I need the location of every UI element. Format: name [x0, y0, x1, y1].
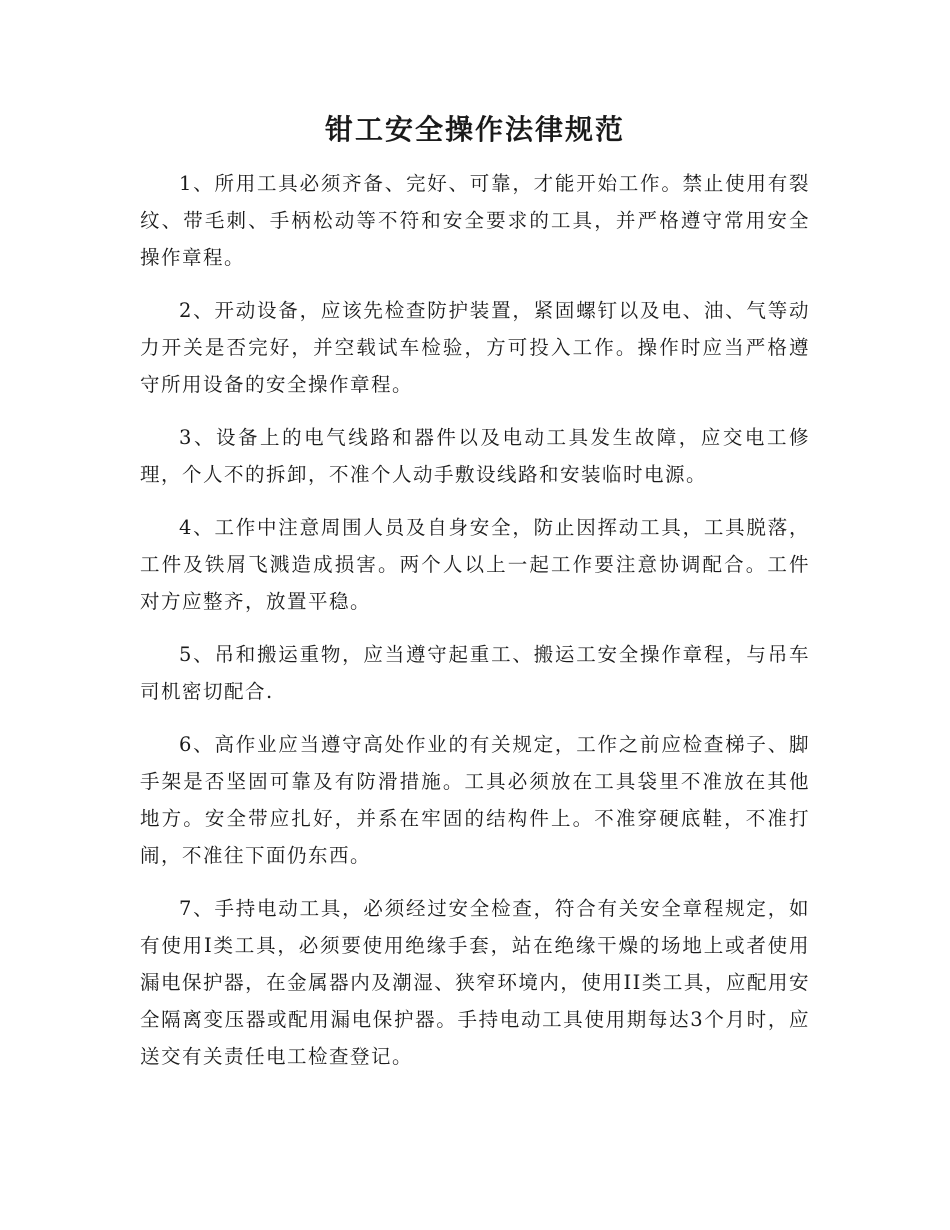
paragraph-3: 3、设备上的电气线路和器件以及电动工具发生故障，应交电工修理，个人不的拆卸，不准个人动手敷设线路和安装临时电源。 [140, 426, 810, 486]
paragraph-1: 1、所用工具必须齐备、完好、可靠，才能开始工作。禁止使用有裂纹、带毛刺、手柄松动等不符和安全要求的工具，并严格遵守常用安全操作章程。 [140, 172, 810, 269]
paragraph-2: 2、开动设备，应该先检查防护装置，紧固螺钉以及电、油、气等动力开关是否完好，并空载试车检验，方可投入工作。操作时应当严格遵守所用设备的安全操作章程。 [140, 299, 810, 396]
page-title: 钳工安全操作法律规范 [324, 113, 625, 146]
paragraph-4: 4、工作中注意周围人员及自身安全，防止因挥动工具，工具脱落，工件及铁屑飞溅造成损害。两个人以上一起工作要注意协调配合。工件对方应整齐，放置平稳。 [140, 516, 810, 613]
paragraph-7: 7、手持电动工具，必须经过安全检查，符合有关安全章程规定，如有使用I类工具，必须要使用绝缘手套，站在绝缘干燥的场地上或者使用漏电保护器，在金属器内及潮湿、狭窄环境内，使用II类工具，应配用安全隔离变压器或配用漏电保护器。手持电动工具使用期每达3个月时，应送交有关责任电工检查登记。 [140, 897, 810, 1068]
paragraph-6: 6、高作业应当遵守高处作业的有关规定，工作之前应检查梯子、脚手架是否坚固可靠及有防滑措施。工具必须放在工具袋里不准放在其他地方。安全带应扎好，并系在牢固的结构件上。不准穿硬底鞋，不准打闹，不准往下面仍东西。 [140, 733, 810, 867]
document-body [140, 165, 810, 1091]
paragraph-5: 5、吊和搬运重物，应当遵守起重工、搬运工安全操作章程，与吊车司机密切配合. [140, 643, 810, 703]
